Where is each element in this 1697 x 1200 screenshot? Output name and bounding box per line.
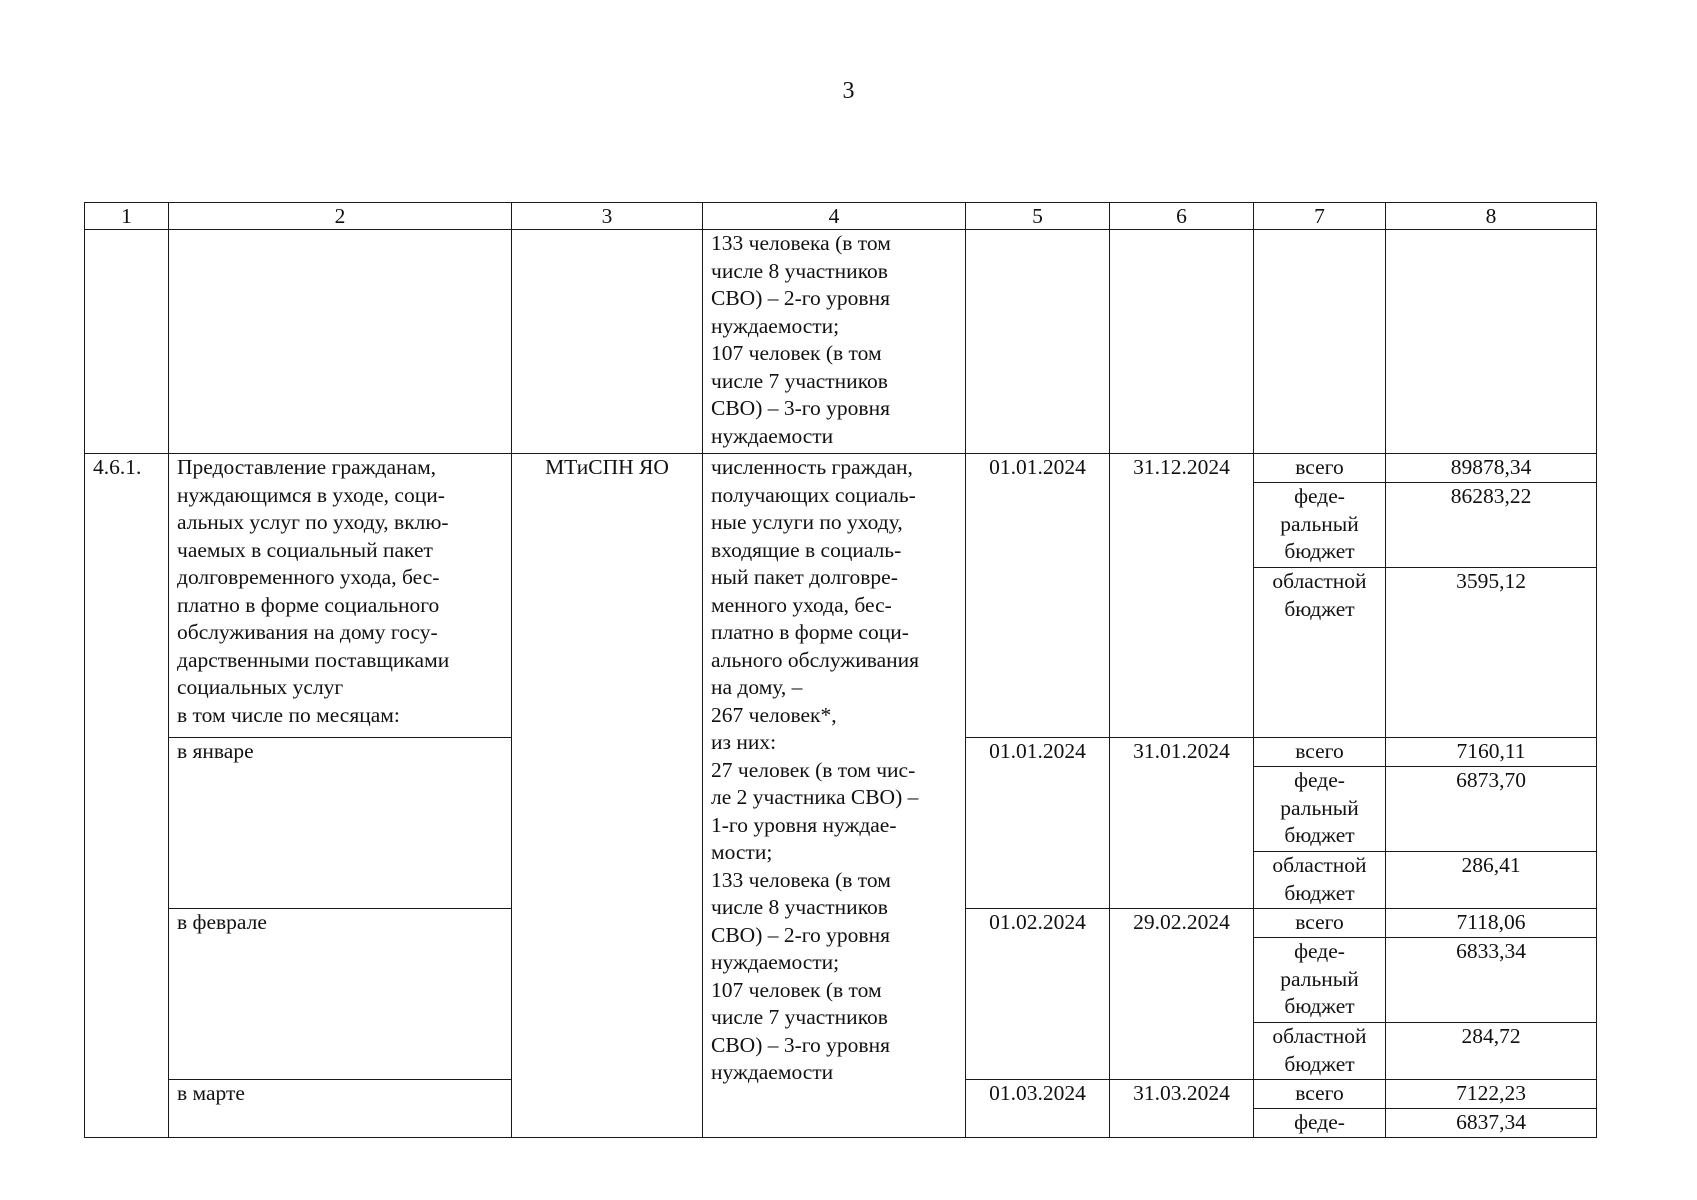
funding-source: областной бюджет bbox=[1254, 568, 1386, 738]
row-executor: МТиСПН ЯО bbox=[512, 454, 703, 1138]
funding-amount: 286,41 bbox=[1386, 852, 1597, 909]
row-number: 4.6.1. bbox=[85, 454, 169, 1138]
funding-source: феде- ральный бюджет bbox=[1254, 483, 1386, 568]
funding-amount: 6837,34 bbox=[1386, 1109, 1597, 1138]
funding-amount: 7122,23 bbox=[1386, 1080, 1597, 1109]
funding-amount: 284,72 bbox=[1386, 1023, 1597, 1080]
column-number: 7 bbox=[1254, 203, 1386, 230]
funding-amount: 86283,22 bbox=[1386, 483, 1597, 568]
column-number: 6 bbox=[1110, 203, 1254, 230]
funding-source: феде- ральный бюджет bbox=[1254, 938, 1386, 1023]
program-table bbox=[84, 202, 1597, 1138]
funding-source: всего bbox=[1254, 454, 1386, 483]
funding-amount: 6833,34 bbox=[1386, 938, 1597, 1023]
column-number: 8 bbox=[1386, 203, 1597, 230]
funding-source: всего bbox=[1254, 909, 1386, 938]
month-start-date: 01.02.2024 bbox=[966, 909, 1110, 1080]
month-start-date: 01.01.2024 bbox=[966, 738, 1110, 909]
funding-amount: 7118,06 bbox=[1386, 909, 1597, 938]
funding-source: феде- bbox=[1254, 1109, 1386, 1138]
column-number: 5 bbox=[966, 203, 1110, 230]
funding-source: областной бюджет bbox=[1254, 852, 1386, 909]
cell-empty bbox=[512, 230, 703, 454]
month-name: в феврале bbox=[169, 909, 512, 1080]
funding-amount: 89878,34 bbox=[1386, 454, 1597, 483]
cell-empty bbox=[1110, 230, 1254, 454]
column-number: 2 bbox=[169, 203, 512, 230]
month-end-date: 31.03.2024 bbox=[1110, 1080, 1254, 1138]
row-end-date: 31.12.2024 bbox=[1110, 454, 1254, 738]
funding-source: областной бюджет bbox=[1254, 1023, 1386, 1080]
month-end-date: 31.01.2024 bbox=[1110, 738, 1254, 909]
continuation-indicator-text: 133 человека (в том числе 8 участников СВО) – 2-го уровня нуждаемости; 107 человек (в том числе 7 участников СВО) – 3-го уровня нуждаемости bbox=[703, 230, 966, 454]
table-row bbox=[85, 454, 1597, 483]
column-number: 3 bbox=[512, 203, 703, 230]
month-end-date: 29.02.2024 bbox=[1110, 909, 1254, 1080]
continuation-row bbox=[85, 230, 1597, 454]
funding-source: всего bbox=[1254, 738, 1386, 767]
column-number: 1 bbox=[85, 203, 169, 230]
row-start-date: 01.01.2024 bbox=[966, 454, 1110, 738]
cell-empty bbox=[1254, 230, 1386, 454]
column-number: 4 bbox=[703, 203, 966, 230]
cell-empty bbox=[169, 230, 512, 454]
row-name: Предоставление гражданам, нуждающимся в уходе, соци- альных услуг по уходу, вклю- чаемых в социальный пакет долговременного ухода, бес- платно в форме социального обслуживания на дому госу- дарственными поставщиками социальных услуг в том числе по месяцам: bbox=[169, 454, 512, 738]
funding-amount: 3595,12 bbox=[1386, 568, 1597, 738]
month-name: в январе bbox=[169, 738, 512, 909]
month-name: в марте bbox=[169, 1080, 512, 1138]
funding-source: всего bbox=[1254, 1080, 1386, 1109]
cell-empty bbox=[966, 230, 1110, 454]
cell-empty bbox=[1386, 230, 1597, 454]
funding-amount: 7160,11 bbox=[1386, 738, 1597, 767]
column-number-row bbox=[85, 203, 1597, 230]
funding-amount: 6873,70 bbox=[1386, 767, 1597, 852]
cell-empty bbox=[85, 230, 169, 454]
page-number: 3 bbox=[842, 78, 855, 104]
row-indicator: численность граждан, получающих социаль- ные услуги по уходу, входящие в социаль- ный пакет долговре- менного ухода, бес- платно в форме соци- ального обслуживания на дому, – 267 человек*, из них: 27 человек (в том чис- ле 2 участника СВО) – 1-го уровня нуждае- мости; 133 человека (в том числе 8 участников СВО) – 2-го уровня нуждаемости; 107 человек (в том числе 7 участников СВО) – 3-го уровня нуждаемости bbox=[703, 454, 966, 1138]
month-start-date: 01.03.2024 bbox=[966, 1080, 1110, 1138]
funding-source: феде- ральный бюджет bbox=[1254, 767, 1386, 852]
